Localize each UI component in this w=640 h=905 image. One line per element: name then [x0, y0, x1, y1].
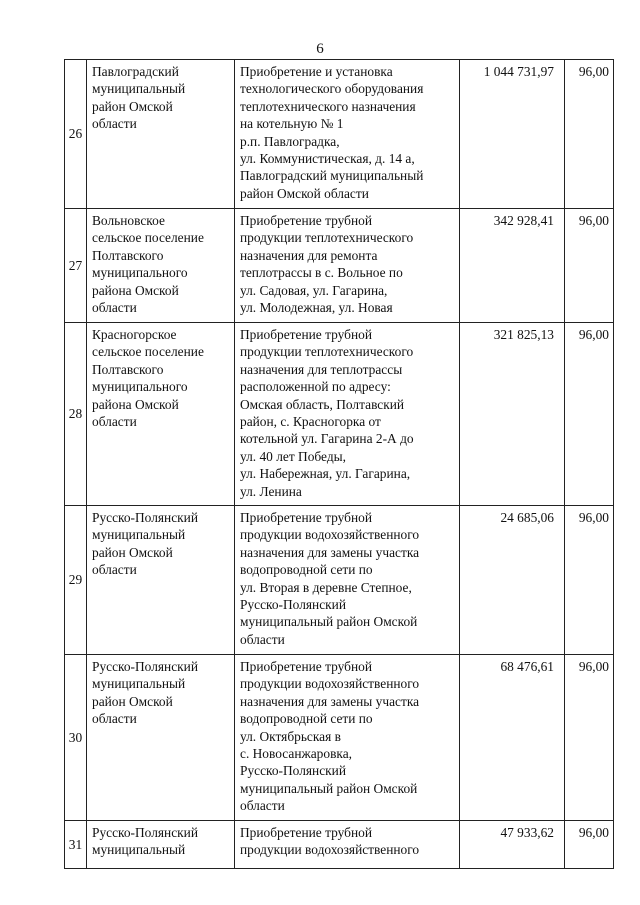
row-number: 27	[65, 209, 87, 323]
row-number: 28	[65, 323, 87, 506]
amount-cell: 1 044 731,97	[460, 60, 565, 209]
description-line: назначения для замены участка	[240, 544, 420, 560]
funding-table	[64, 59, 614, 869]
table-row	[65, 60, 614, 209]
description-line: продукции водохозяйственного	[240, 842, 420, 858]
description-line: р.п. Павлоградка,	[240, 133, 340, 149]
description-line: ул. Молодежная, ул. Новая	[240, 300, 393, 316]
municipality-line: муниципальный	[92, 527, 186, 543]
description-line: Приобретение трубной	[240, 213, 372, 228]
description-line: водопроводной сети по	[240, 711, 373, 727]
municipality-line: район Омской	[92, 693, 173, 709]
description-line: Приобретение трубной	[240, 327, 372, 342]
description-line: Приобретение трубной	[240, 510, 372, 525]
municipality-line: муниципального	[92, 379, 188, 395]
table-body	[65, 60, 614, 869]
description-line: продукции водохозяйственного	[240, 676, 420, 692]
municipality-cell	[87, 506, 235, 655]
municipality-line: области	[92, 116, 137, 132]
amount-cell: 342 928,41	[460, 209, 565, 323]
municipality-line: муниципальный	[92, 842, 186, 858]
municipality-line: области	[92, 562, 137, 578]
amount-cell: 24 685,06	[460, 506, 565, 655]
percent-cell: 96,00	[565, 60, 614, 209]
municipality-cell	[87, 60, 235, 209]
description-line: Русско-Полянский	[240, 597, 346, 613]
description-line: ул. Садовая, ул. Гагарина,	[240, 282, 388, 298]
table-row	[65, 323, 614, 506]
description-cell	[235, 655, 460, 821]
municipality-line: Вольновское	[92, 213, 165, 228]
description-line: ул. Октябрьская в	[240, 728, 341, 744]
municipality-line: района Омской	[92, 396, 179, 412]
municipality-line: муниципального	[92, 265, 188, 281]
description-line: области	[240, 631, 285, 647]
municipality-line: Русско-Полянский	[92, 659, 198, 674]
description-line: продукции теплотехнического	[240, 344, 414, 360]
description-line: назначения для замены участка	[240, 693, 420, 709]
municipality-line: области	[92, 300, 137, 316]
municipality-line: района Омской	[92, 282, 179, 298]
municipality-line: Русско-Полянский	[92, 825, 198, 840]
description-cell	[235, 60, 460, 209]
percent-cell: 96,00	[565, 655, 614, 821]
page-number: 6	[316, 41, 324, 57]
amount-cell: 47 933,62	[460, 821, 565, 869]
municipality-line: муниципальный	[92, 676, 186, 692]
description-line: продукции теплотехнического	[240, 230, 414, 246]
description-line: назначения для теплотрассы	[240, 361, 403, 377]
amount-cell: 321 825,13	[460, 323, 565, 506]
municipality-line: Русско-Полянский	[92, 510, 198, 525]
percent-cell: 96,00	[565, 323, 614, 506]
description-line: муниципальный район Омской	[240, 780, 418, 796]
table-row	[65, 506, 614, 655]
description-line: район, с. Красногорка от	[240, 414, 381, 430]
description-cell	[235, 506, 460, 655]
amount-cell: 68 476,61	[460, 655, 565, 821]
description-line: области	[240, 798, 285, 814]
description-cell	[235, 209, 460, 323]
table-row	[65, 209, 614, 323]
municipality-line: Полтавского	[92, 361, 164, 377]
description-line: назначения для ремонта	[240, 247, 378, 263]
municipality-line: области	[92, 414, 137, 430]
description-line: Приобретение трубной	[240, 825, 372, 840]
municipality-line: район Омской	[92, 544, 173, 560]
description-line: на котельную № 1	[240, 116, 344, 132]
description-line: теплотехнического назначения	[240, 98, 416, 114]
municipality-line: Полтавского	[92, 247, 164, 263]
row-number: 26	[65, 60, 87, 209]
description-line: ул. Набережная, ул. Гагарина,	[240, 466, 411, 482]
table-row	[65, 821, 614, 869]
description-line: муниципальный район Омской	[240, 614, 418, 630]
description-line: ул. 40 лет Победы,	[240, 448, 346, 464]
row-number: 31	[65, 821, 87, 869]
description-line: котельной ул. Гагарина 2-А до	[240, 431, 414, 447]
description-line: водопроводной сети по	[240, 562, 373, 578]
description-line: Русско-Полянский	[240, 763, 346, 779]
description-line: с. Новосанжаровка,	[240, 746, 352, 762]
percent-cell: 96,00	[565, 209, 614, 323]
description-line: Приобретение и установка	[240, 64, 393, 79]
description-cell	[235, 821, 460, 869]
description-cell	[235, 323, 460, 506]
description-line: ул. Ленина	[240, 483, 302, 499]
description-line: ул. Вторая в деревне Степное,	[240, 579, 412, 595]
municipality-line: район Омской	[92, 98, 173, 114]
municipality-line: области	[92, 711, 137, 727]
municipality-cell	[87, 821, 235, 869]
row-number: 30	[65, 655, 87, 821]
municipality-line: сельское поселение	[92, 230, 204, 246]
percent-cell: 96,00	[565, 506, 614, 655]
row-number: 29	[65, 506, 87, 655]
description-line: Омская область, Полтавский	[240, 396, 405, 412]
municipality-cell	[87, 209, 235, 323]
description-line: район Омской области	[240, 185, 369, 201]
table-row	[65, 655, 614, 821]
municipality-line: Красногорское	[92, 327, 177, 342]
municipality-line: сельское поселение	[92, 344, 204, 360]
description-line: Павлоградский муниципальный	[240, 168, 424, 184]
description-line: технологического оборудования	[240, 81, 424, 97]
municipality-line: Павлоградский	[92, 64, 179, 79]
description-line: Приобретение трубной	[240, 659, 372, 674]
municipality-cell	[87, 323, 235, 506]
percent-cell: 96,00	[565, 821, 614, 869]
description-line: продукции водохозяйственного	[240, 527, 420, 543]
municipality-line: муниципальный	[92, 81, 186, 97]
description-line: расположенной по адресу:	[240, 379, 391, 395]
description-line: ул. Коммунистическая, д. 14 а,	[240, 151, 415, 167]
municipality-cell	[87, 655, 235, 821]
description-line: теплотрассы в с. Вольное по	[240, 265, 403, 281]
